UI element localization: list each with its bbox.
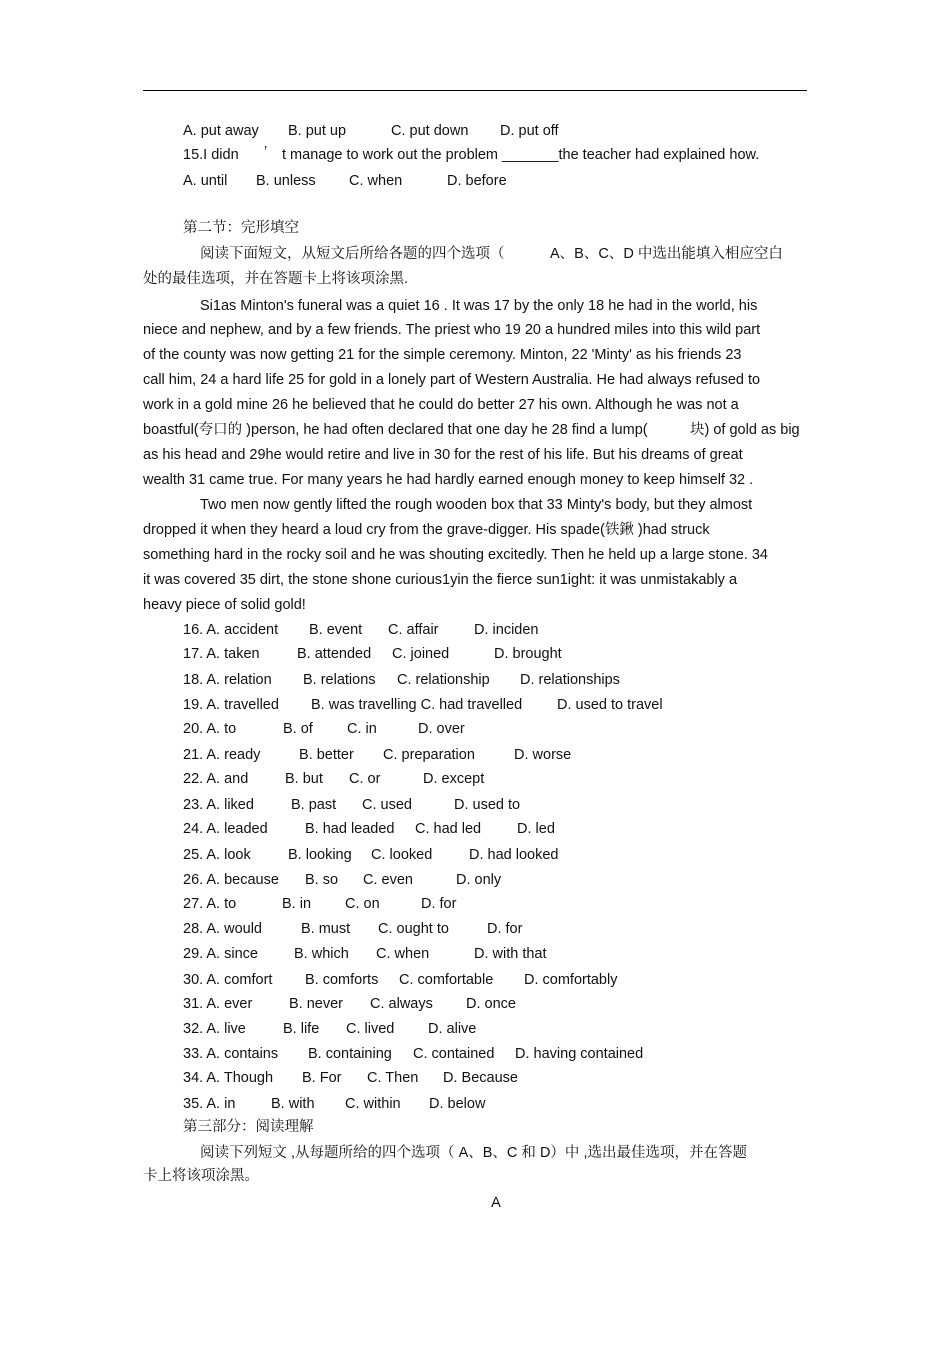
q-option-d: D. once xyxy=(466,996,516,1012)
q-option-b: B. attended xyxy=(297,646,372,662)
q-option-b: B. better xyxy=(299,747,354,763)
q-option-d: D. led xyxy=(517,821,555,837)
q-num-a: 30. A. comfort xyxy=(183,972,273,988)
q14-option-d: D. put off xyxy=(500,123,559,139)
passage-p2-line-3: something hard in the rocky soil and he was shouting excitedly. Then he held up a large stone. 34 xyxy=(143,547,768,563)
q15-stem-a: 15.I didn xyxy=(183,147,239,163)
section3-heading: 第三部分：阅读理解 xyxy=(183,1119,314,1135)
q-num-a: 26. A. because xyxy=(183,872,279,888)
q-option-c: C. Then xyxy=(367,1070,419,1086)
q-option-c: C. looked xyxy=(371,847,433,863)
q-option-b: B. For xyxy=(302,1070,342,1086)
q-num-a: 24. A. leaded xyxy=(183,821,268,837)
q15-option-a: A. until xyxy=(183,173,228,189)
header-rule xyxy=(143,90,807,91)
q-num-a: 23. A. liked xyxy=(183,797,254,813)
section3-instruction-line2: 卡上将该项涂黑。 xyxy=(143,1168,259,1184)
q-option-c: C. ought to xyxy=(378,921,449,937)
q-option-d: D. alive xyxy=(428,1021,477,1037)
q-num-a: 32. A. live xyxy=(183,1021,246,1037)
q-option-c: C. when xyxy=(376,946,430,962)
passage-line-5: work in a gold mine 26 he believed that he could do better 27 his own. Although he was not a xyxy=(143,397,739,413)
q-option-d: D. relationships xyxy=(520,672,620,688)
q-option-c: C. used xyxy=(362,797,412,813)
q-option-b: B. looking xyxy=(288,847,352,863)
q-option-c: C. in xyxy=(347,721,377,737)
q-num-a: 18. A. relation xyxy=(183,672,272,688)
q-num-a: 17. A. taken xyxy=(183,646,260,662)
q-option-c: C. joined xyxy=(392,646,450,662)
q-option-b: B. relations xyxy=(303,672,376,688)
q-option-d: D. over xyxy=(418,721,465,737)
passage-line-3: of the county was now getting 21 for the simple ceremony. Minton, 22 'Minty' as his friends 23 xyxy=(143,347,742,363)
q-num-a: 16. A. accident xyxy=(183,622,279,638)
q-option-c: C. relationship xyxy=(397,672,490,688)
q-option-b: B. but xyxy=(285,771,323,787)
q-option-d: D. worse xyxy=(514,747,572,763)
q-option-d: D. only xyxy=(456,872,502,888)
passage-line-6b: 块) of gold as big xyxy=(690,422,800,438)
section2-heading: 第二节：完形填空 xyxy=(183,220,299,236)
q-option-b: B. so xyxy=(305,872,339,888)
passage-p2-line-5: heavy piece of solid gold! xyxy=(143,597,306,613)
q-num-a: 25. A. look xyxy=(183,847,251,863)
q-option-b: B. event xyxy=(309,622,363,638)
q-option-c: C. had led xyxy=(415,821,482,837)
q-option-b: B. had leaded xyxy=(305,821,395,837)
q-option-c: C. on xyxy=(345,896,380,912)
passage-line-2: niece and nephew, and by a few friends. The priest who 19 20 a hundred miles into this wild part xyxy=(143,322,761,338)
q-option-c: C. lived xyxy=(346,1021,395,1037)
q-option-c: C. affair xyxy=(388,622,439,638)
q-option-b: B. which xyxy=(294,946,349,962)
q15-option-c: C. when xyxy=(349,173,403,189)
section2-instruction-b: A、B、C、D 中选出能填入相应空白 xyxy=(550,246,783,262)
q14-option-c: C. put down xyxy=(391,123,469,139)
q-option-b: B. must xyxy=(301,921,351,937)
section2-instruction-line2: 处的最佳选项，并在答题卡上将该项涂黑. xyxy=(143,271,409,287)
q-option-d: D. for xyxy=(487,921,523,937)
q-option-c: C. or xyxy=(349,771,381,787)
q-option-d: D. used to travel xyxy=(557,697,663,713)
q-option-d: D. Because xyxy=(443,1070,518,1086)
q-option-b: B. in xyxy=(282,896,312,912)
q-num-a: 34. A. Though xyxy=(183,1070,274,1086)
q-option-b: B. life xyxy=(283,1021,320,1037)
passage-line-8: wealth 31 came true. For many years he had hardly earned enough money to keep himself 32 . xyxy=(143,472,754,488)
q-option-c: C. even xyxy=(363,872,413,888)
q-num-a: 33. A. contains xyxy=(183,1046,279,1062)
q-num-a: 31. A. ever xyxy=(183,996,253,1012)
q-option-c: C. always xyxy=(370,996,433,1012)
q-option-b: B. was travelling C. had travelled xyxy=(311,697,523,713)
q15-stem-b: t manage to work out the problem _______the teacher had explained how. xyxy=(282,147,760,163)
q-option-c: C. contained xyxy=(413,1046,495,1062)
q-option-d: D. used to xyxy=(454,797,521,813)
q15-option-d: D. before xyxy=(447,173,507,189)
passage-line-6a: boastful(夸口的 )person, he had often declared that one day he 28 find a lump( xyxy=(143,422,648,438)
q-option-c: C. comfortable xyxy=(399,972,494,988)
q-option-b: B. containing xyxy=(308,1046,392,1062)
q-option-d: D. having contained xyxy=(515,1046,644,1062)
q-option-b: B. with xyxy=(271,1096,315,1112)
passage-label-a: A xyxy=(491,1195,501,1211)
passage-line-4: call him, 24 a hard life 25 for gold in a lonely part of Western Australia. He had always refused to xyxy=(143,372,761,388)
section2-instruction-a: 阅读下面短文，从短文后所给各题的四个选项（ xyxy=(200,246,505,262)
q-option-d: D. with that xyxy=(474,946,547,962)
q-option-b: B. comforts xyxy=(305,972,379,988)
q-option-c: C. preparation xyxy=(383,747,475,763)
q-option-d: D. below xyxy=(429,1096,486,1112)
q-option-d: D. for xyxy=(421,896,457,912)
q-option-b: B. past xyxy=(291,797,337,813)
passage-p2-line-1: Two men now gently lifted the rough wooden box that 33 Minty's body, but they almost xyxy=(200,497,753,513)
q-option-c: C. within xyxy=(345,1096,401,1112)
q14-option-b: B. put up xyxy=(288,123,347,139)
q-num-a: 27. A. to xyxy=(183,896,237,912)
q15-apostrophe: ’ xyxy=(264,144,268,160)
q-option-b: B. never xyxy=(289,996,343,1012)
q15-option-b: B. unless xyxy=(256,173,316,189)
q-option-b: B. of xyxy=(283,721,313,737)
passage-line-1: Si1as Minton's funeral was a quiet 16 . It was 17 by the only 18 he had in the world, his xyxy=(200,298,758,314)
q-num-a: 35. A. in xyxy=(183,1096,236,1112)
passage-p2-line-4: it was covered 35 dirt, the stone shone curious1yin the fierce sun1ight: it was unmistakably a xyxy=(143,572,738,588)
q-option-d: D. had looked xyxy=(469,847,559,863)
passage-p2-line-2: dropped it when they heard a loud cry from the grave-digger. His spade(铁鍬 )had struck xyxy=(143,522,710,538)
q-num-a: 28. A. would xyxy=(183,921,262,937)
q-num-a: 20. A. to xyxy=(183,721,237,737)
section3-instruction-line1: 阅读下列短文 ,从每题所给的四个选项（ A、B、C 和 D）中 ,选出最佳选项，并在答题 xyxy=(200,1145,747,1161)
q-num-a: 21. A. ready xyxy=(183,747,261,763)
q-option-d: D. except xyxy=(423,771,485,787)
q-option-d: D. comfortably xyxy=(524,972,618,988)
q-num-a: 22. A. and xyxy=(183,771,249,787)
q-num-a: 19. A. travelled xyxy=(183,697,279,713)
q-num-a: 29. A. since xyxy=(183,946,258,962)
q14-option-a: A. put away xyxy=(183,123,259,139)
q-option-d: D. inciden xyxy=(474,622,539,638)
passage-line-7: as his head and 29he would retire and live in 30 for the rest of his life. But his dreams of great xyxy=(143,447,743,463)
q-option-d: D. brought xyxy=(494,646,562,662)
